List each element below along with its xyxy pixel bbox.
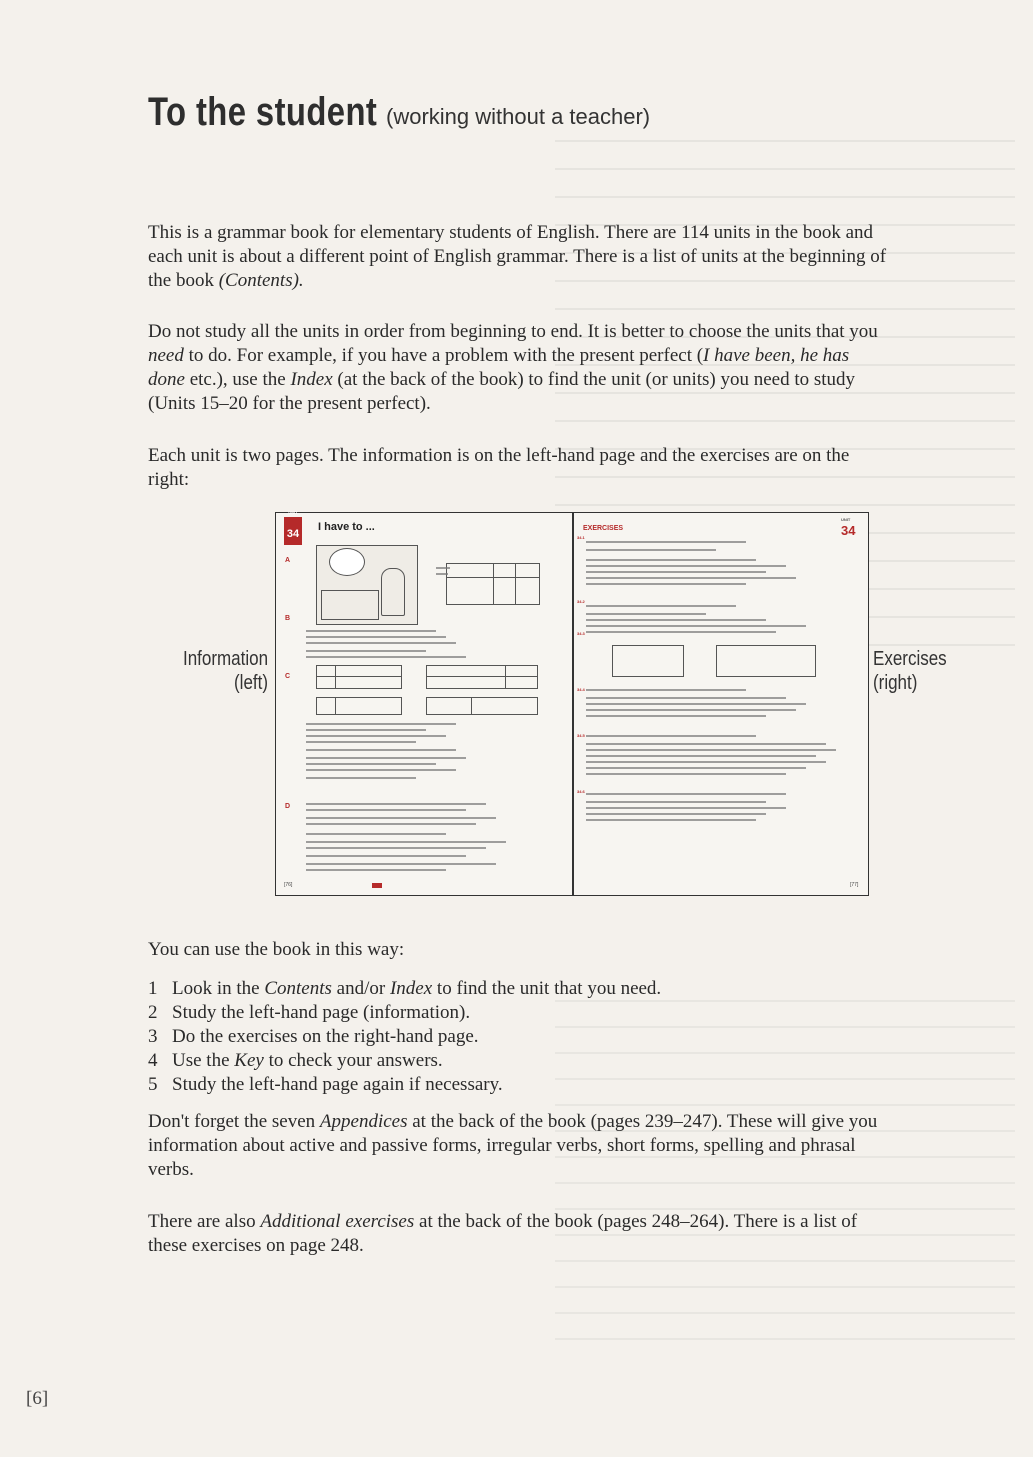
left-page-text-line bbox=[306, 642, 456, 644]
usage-step-number: 1 bbox=[148, 978, 158, 999]
exercise-answer-box-2 bbox=[716, 645, 816, 677]
right-page-text-line bbox=[586, 709, 796, 711]
usage-step bbox=[148, 1025, 661, 1049]
right-section-marker: 34.1 bbox=[577, 535, 585, 540]
right-page-text-line bbox=[586, 773, 786, 775]
information-label-line1: Information bbox=[183, 648, 269, 670]
left-page-text-line bbox=[306, 817, 496, 819]
cartoon-illustration bbox=[316, 545, 418, 625]
left-page-text-line bbox=[306, 656, 466, 658]
usage-steps-list bbox=[148, 977, 661, 1097]
unit-badge-number: 34 bbox=[286, 528, 300, 540]
intro-p2-example: I have been, he has done bbox=[148, 345, 850, 390]
left-page-text-line bbox=[306, 833, 446, 835]
usage-step-text: Do the exercises on the right-hand page. bbox=[172, 1026, 479, 1047]
page-subtitle: (working without a teacher) bbox=[386, 104, 651, 129]
usage-step-text: Contents bbox=[264, 978, 332, 999]
left-page-text-line bbox=[306, 823, 476, 825]
right-section-marker: 34.6 bbox=[577, 789, 585, 794]
right-page-text-line bbox=[586, 735, 756, 737]
information-label bbox=[183, 647, 268, 695]
right-page-text-line bbox=[586, 749, 836, 751]
right-page-text-line bbox=[586, 813, 766, 815]
left-page-text-line bbox=[306, 630, 436, 632]
left-page-text-line bbox=[306, 763, 436, 765]
left-page-text-line bbox=[306, 777, 416, 779]
right-page-text-line bbox=[586, 559, 756, 561]
usage-step bbox=[148, 1049, 661, 1073]
intro-paragraph-3: Each unit is two pages. The information is on the left-hand page and the exercises are on the right: bbox=[148, 445, 850, 490]
left-page-text-line bbox=[306, 749, 456, 751]
right-section-marker: 34.4 bbox=[577, 687, 585, 692]
right-page-text-line bbox=[586, 613, 706, 615]
right-page-text-line bbox=[586, 807, 786, 809]
unit-badge-left bbox=[284, 510, 302, 545]
additional-exercises-paragraph bbox=[148, 1210, 888, 1258]
right-page-text-line bbox=[586, 703, 806, 705]
page-number: [6] bbox=[26, 1388, 49, 1409]
intro-p2-text-c: etc.), use the bbox=[184, 369, 291, 390]
speech-bubble-icon bbox=[329, 548, 365, 576]
intro-p1-contents: (Contents). bbox=[218, 270, 304, 291]
left-page-text-line bbox=[306, 869, 446, 871]
right-page-text-line bbox=[586, 583, 746, 585]
right-page-text-line bbox=[586, 697, 786, 699]
intro-p2-index: Index bbox=[290, 369, 333, 390]
right-page-text-line bbox=[586, 619, 766, 621]
usage-step-text: and/or bbox=[331, 978, 390, 999]
right-page-text-line bbox=[586, 801, 766, 803]
left-page-text-line bbox=[306, 757, 466, 759]
appendices-text-a: Don't forget the seven bbox=[148, 1111, 320, 1132]
unit-title: I have to ... bbox=[318, 521, 375, 533]
unit-badge-right bbox=[841, 517, 855, 538]
usage-step-text: Index bbox=[389, 978, 433, 999]
right-page-text-line bbox=[586, 761, 826, 763]
appendices-paragraph bbox=[148, 1110, 888, 1182]
right-page-text-line bbox=[586, 743, 826, 745]
right-page-text-line bbox=[586, 571, 766, 573]
grammar-table-5 bbox=[426, 697, 538, 715]
left-page-text-line bbox=[306, 723, 456, 725]
left-page-text-line bbox=[306, 735, 446, 737]
grammar-table-4 bbox=[316, 697, 402, 715]
usage-step-text: Use the bbox=[172, 1050, 235, 1071]
left-page-text-line bbox=[436, 573, 448, 575]
sample-unit-spread bbox=[275, 512, 869, 896]
intro-p2-text-b: to do. For example, if you have a problem with the present perfect ( bbox=[183, 345, 704, 366]
grammar-table-3 bbox=[426, 665, 538, 689]
additional-text-b: at the back of the book (pages 248–264). There is a list of these exercises on page 248. bbox=[148, 1211, 858, 1256]
left-page-text-line bbox=[306, 855, 466, 857]
left-section-marker: C bbox=[285, 673, 291, 680]
usage-step-text: Study the left-hand page again if necessary. bbox=[172, 1074, 503, 1095]
right-section-marker: 34.3 bbox=[577, 631, 585, 636]
usage-step-text: to find the unit that you need. bbox=[432, 978, 662, 999]
right-page-text-line bbox=[586, 541, 746, 543]
usage-step bbox=[148, 1001, 661, 1025]
desk-icon bbox=[321, 590, 379, 620]
right-page-text-line bbox=[586, 819, 756, 821]
unit-badge-right-word: UNIT bbox=[841, 517, 851, 522]
exercises-label bbox=[873, 647, 958, 695]
usage-step-text: to check your answers. bbox=[263, 1050, 443, 1071]
right-page-text-line bbox=[586, 715, 766, 717]
usage-step-number: 2 bbox=[148, 1002, 158, 1023]
page-heading bbox=[148, 90, 651, 135]
unit-badge-word: UNIT bbox=[288, 510, 298, 515]
exercises-title: EXERCISES bbox=[583, 525, 624, 532]
left-page-number: [76] bbox=[284, 882, 293, 888]
unit-badge-right-number: 34 bbox=[841, 523, 856, 538]
left-section-marker: B bbox=[285, 615, 291, 622]
additional-italic: Additional exercises bbox=[260, 1211, 415, 1232]
intro-p2-text-d: (at the back of the book) to find the unit (or units) you need to study (Units 15–20 for the present perfect). bbox=[148, 369, 856, 414]
appendices-text-b: at the back of the book (pages 239–247). These will give you information about active and passive forms, irregular verbs, short forms, spelling and phrasal verbs. bbox=[148, 1111, 878, 1180]
left-page-text-line bbox=[306, 650, 426, 652]
right-page-text-line bbox=[586, 755, 816, 757]
usage-step-number: 3 bbox=[148, 1026, 158, 1047]
left-page-text-line bbox=[306, 809, 466, 811]
left-page-text-line bbox=[306, 769, 456, 771]
left-page-text-line bbox=[306, 636, 446, 638]
right-page-text-line bbox=[586, 625, 806, 627]
left-page-text-line bbox=[306, 841, 506, 843]
left-section-marker: A bbox=[285, 557, 291, 564]
usage-step-text: Look in the bbox=[172, 978, 265, 999]
intro-p2-need: need bbox=[148, 345, 184, 366]
usage-step-text: Study the left-hand page (information). bbox=[172, 1002, 471, 1023]
right-page-text-line bbox=[586, 565, 786, 567]
exercises-label-line1: Exercises bbox=[873, 648, 947, 670]
right-section-marker: 34.2 bbox=[577, 599, 585, 604]
right-page-text-line bbox=[586, 549, 716, 551]
left-page-text-line bbox=[306, 803, 486, 805]
left-page-text-line bbox=[436, 567, 450, 569]
right-page-text-line bbox=[586, 631, 776, 633]
left-page-text-line bbox=[306, 847, 486, 849]
exercises-label-line2: (right) bbox=[873, 672, 918, 694]
usage-step-text: Key bbox=[234, 1050, 264, 1071]
grammar-table-1 bbox=[446, 563, 540, 605]
left-page-text-line bbox=[306, 741, 416, 743]
left-page-text-line bbox=[306, 729, 426, 731]
left-section-marker: D bbox=[285, 803, 291, 810]
right-page-number: [77] bbox=[850, 882, 859, 888]
right-page-text-line bbox=[586, 793, 786, 795]
usage-step-number: 4 bbox=[148, 1050, 158, 1071]
usage-step bbox=[148, 977, 661, 1001]
right-page-text-line bbox=[586, 577, 796, 579]
usage-step bbox=[148, 1073, 661, 1097]
usage-step-number: 5 bbox=[148, 1074, 158, 1095]
additional-text-a: There are also bbox=[148, 1211, 261, 1232]
left-page-text-line bbox=[306, 863, 496, 865]
right-page-text-line bbox=[586, 689, 746, 691]
person-figure-icon bbox=[381, 568, 405, 616]
intro-p1-text: This is a grammar book for elementary students of English. There are 114 units in the book and each unit is about a different point of English grammar. There is a list of units at the beginning of the book bbox=[148, 222, 887, 291]
intro-paragraph-1 bbox=[148, 221, 888, 293]
page-title: To the student bbox=[148, 90, 378, 134]
spread-gutter bbox=[572, 513, 574, 895]
information-label-line2: (left) bbox=[234, 672, 268, 694]
grammar-table-2 bbox=[316, 665, 402, 689]
right-page-text-line bbox=[586, 767, 806, 769]
intro-paragraph-2 bbox=[148, 320, 888, 416]
right-section-marker: 34.5 bbox=[577, 733, 585, 738]
usage-intro: You can use the book in this way: bbox=[148, 939, 405, 960]
appendices-italic: Appendices bbox=[319, 1111, 408, 1132]
unit-tag-left bbox=[372, 883, 382, 888]
intro-p2-text-a: Do not study all the units in order from beginning to end. It is better to choose the units that you bbox=[148, 321, 878, 342]
right-page-text-line bbox=[586, 605, 736, 607]
exercise-answer-box-1 bbox=[612, 645, 684, 677]
